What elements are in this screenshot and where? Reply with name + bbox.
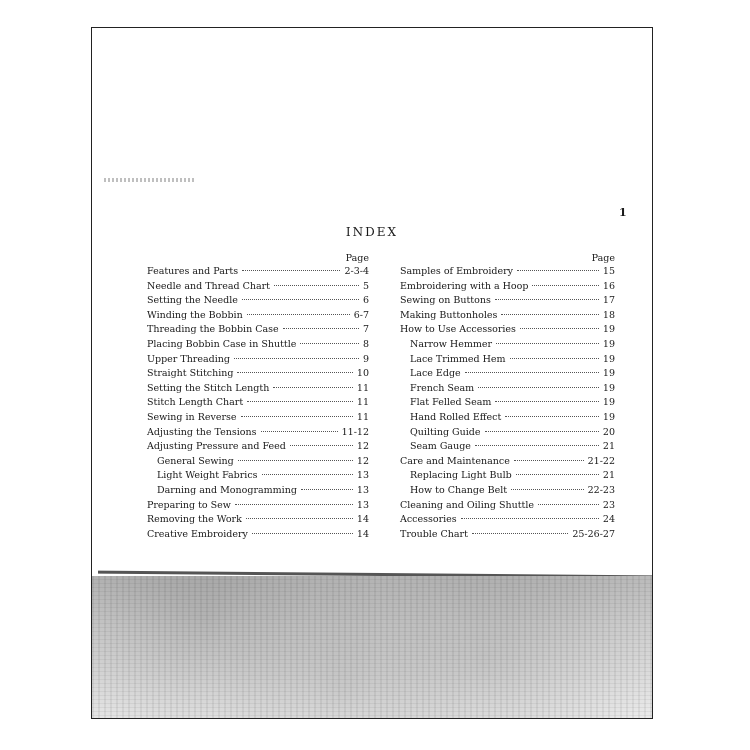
index-entry-page: 19: [602, 382, 615, 394]
dot-leader: [520, 328, 599, 329]
dot-leader: [262, 474, 353, 475]
dot-leader: [300, 343, 359, 344]
index-entry: [147, 367, 369, 382]
index-entry: [400, 499, 615, 514]
index-entry: [400, 484, 615, 499]
index-entry-page: 11: [356, 397, 369, 409]
index-entry-page: 6-7: [353, 309, 369, 321]
index-entry-page: 21: [602, 470, 615, 482]
index-entry-title: Adjusting the Tensions: [147, 426, 257, 438]
index-entry-page: 21: [602, 441, 615, 453]
index-entry-title: Threading the Bobbin Case: [147, 324, 279, 336]
dot-leader: [242, 299, 359, 300]
dot-leader: [538, 504, 599, 505]
index-entry-page: 12: [356, 441, 369, 453]
index-entry-title: Light Weight Fabrics: [157, 470, 258, 482]
index-entry-page: 2-3-4: [344, 266, 369, 277]
index-entry-page: 19: [602, 397, 615, 409]
dot-leader: [472, 533, 568, 534]
page-column-header: Page: [591, 253, 615, 264]
dot-leader: [273, 387, 353, 388]
dot-leader: [461, 518, 599, 519]
dot-leader: [283, 328, 359, 329]
dot-leader: [516, 474, 599, 475]
index-entry-title: Making Buttonholes: [400, 309, 498, 321]
index-entry: [147, 440, 369, 455]
index-entry-page: 14: [356, 528, 369, 540]
index-entry: [400, 338, 615, 353]
index-entry-page: 12: [356, 455, 369, 467]
index-entry-title: Preparing to Sew: [147, 499, 231, 511]
index-entry-title: Narrow Hemmer: [410, 338, 493, 350]
index-entry: [147, 499, 369, 514]
index-entry-title: Needle and Thread Chart: [147, 280, 270, 292]
index-entry: [147, 309, 369, 324]
index-entry-title: Samples of Embroidery: [400, 266, 514, 277]
dot-leader: [514, 460, 584, 461]
index-entry-page: 9: [362, 353, 369, 365]
index-entry: [147, 323, 369, 338]
dot-leader: [235, 504, 353, 505]
index-entry-page: 19: [602, 338, 615, 350]
index-entry-page: 13: [356, 499, 369, 511]
index-entry-title: Care and Maintenance: [400, 455, 510, 467]
index-left-column: [147, 252, 369, 542]
index-entry-title: Creative Embroidery: [147, 528, 248, 540]
dot-leader: [517, 270, 599, 271]
dot-leader: [238, 460, 353, 461]
dot-leader: [505, 416, 599, 417]
index-entry-title: Setting the Needle: [147, 295, 238, 307]
index-entry-title: Quilting Guide: [410, 426, 481, 438]
index-entry-page: 19: [602, 368, 615, 380]
index-entry: [147, 528, 369, 543]
index-entry-title: Placing Bobbin Case in Shuttle: [147, 338, 297, 350]
index-entry: [400, 280, 615, 295]
index-entry-title: Flat Felled Seam: [410, 397, 492, 409]
dot-leader: [475, 445, 599, 446]
index-entry: [400, 309, 615, 324]
dot-leader: [485, 431, 599, 432]
scan-shadow-area: [92, 576, 652, 719]
index-entry: [147, 280, 369, 295]
index-entry: [400, 396, 615, 411]
dot-leader: [510, 358, 599, 359]
page-number: 1: [619, 206, 627, 219]
index-entry: [147, 265, 369, 280]
scan-smudge: [104, 178, 194, 182]
index-entry-page: 19: [602, 353, 615, 365]
index-entry-title: Setting the Stitch Length: [147, 382, 270, 394]
index-entry-title: Embroidering with a Hoop: [400, 280, 529, 292]
index-entry-title: Winding the Bobbin: [147, 309, 243, 321]
dot-leader: [247, 401, 353, 402]
page-column-header: Page: [345, 253, 369, 264]
index-entry: [400, 513, 615, 528]
dot-leader: [465, 372, 599, 373]
index-entry: [147, 513, 369, 528]
dot-leader: [532, 285, 598, 286]
index-entry-page: 7: [362, 324, 369, 336]
index-entry-list: [147, 265, 369, 542]
index-entry-title: Cleaning and Oiling Shuttle: [400, 499, 535, 511]
dot-leader: [290, 445, 353, 446]
index-entry-page: 16: [602, 280, 615, 292]
index-entry-title: Adjusting Pressure and Feed: [147, 441, 286, 453]
dot-leader: [501, 314, 599, 315]
index-entry-page: 15: [602, 266, 615, 277]
dot-leader: [274, 285, 359, 286]
index-entry-list: [400, 265, 615, 542]
index-entry-page: 8: [362, 338, 369, 350]
index-entry-page: 10: [356, 368, 369, 380]
index-entry-page: 14: [356, 514, 369, 526]
index-entry-page: 6: [362, 295, 369, 307]
index-entry-page: 11-12: [341, 426, 369, 438]
index-entry: [400, 265, 615, 280]
index-entry-page: 21-22: [587, 455, 615, 467]
index-entry: [400, 367, 615, 382]
index-entry: [400, 353, 615, 368]
index-entry: [147, 484, 369, 499]
index-entry: [400, 294, 615, 309]
dot-leader: [511, 489, 584, 490]
index-entry: [400, 440, 615, 455]
index-entry-title: How to Change Belt: [410, 484, 508, 496]
index-entry-title: Straight Stitching: [147, 368, 234, 380]
index-entry: [400, 455, 615, 470]
index-entry-title: Accessories: [400, 514, 457, 526]
index-entry-page: 19: [602, 411, 615, 423]
dot-leader: [495, 401, 598, 402]
index-entry: [147, 353, 369, 368]
index-entry-page: 23: [602, 499, 615, 511]
index-entry: [147, 382, 369, 397]
index-entry-title: Sewing on Buttons: [400, 295, 491, 307]
index-entry-title: General Sewing: [157, 455, 234, 467]
dot-leader: [261, 431, 338, 432]
dot-leader: [496, 343, 599, 344]
index-entry: [400, 469, 615, 484]
index-entry-title: Hand Rolled Effect: [410, 411, 502, 423]
index-entry: [400, 323, 615, 338]
dot-leader: [252, 533, 353, 534]
dot-leader: [301, 489, 353, 490]
index-entry-title: French Seam: [410, 382, 475, 394]
index-entry-page: 13: [356, 470, 369, 482]
index-entry-title: Trouble Chart: [400, 528, 468, 540]
index-entry-title: Seam Gauge: [410, 441, 471, 453]
index-entry-title: Removing the Work: [147, 514, 242, 526]
index-title: INDEX: [345, 225, 399, 239]
index-entry-title: Stitch Length Chart: [147, 397, 244, 409]
dot-leader: [234, 358, 359, 359]
index-entry-page: 24: [602, 514, 615, 526]
dot-leader: [495, 299, 599, 300]
index-entry: [147, 294, 369, 309]
dot-leader: [242, 270, 340, 271]
document-page: [91, 27, 653, 719]
index-entry-page: 20: [602, 426, 615, 438]
index-entry-page: 22-23: [587, 484, 615, 496]
index-entry: [400, 528, 615, 543]
dot-leader: [247, 314, 350, 315]
dot-leader: [237, 372, 352, 373]
index-entry-page: 5: [362, 280, 369, 292]
index-entry-title: Darning and Monogramming: [157, 484, 297, 496]
index-entry: [147, 338, 369, 353]
index-entry-page: 11: [356, 411, 369, 423]
index-entry-page: 19: [602, 324, 615, 336]
index-entry-title: Sewing in Reverse: [147, 411, 237, 423]
dot-leader: [241, 416, 353, 417]
index-entry-title: Upper Threading: [147, 353, 230, 365]
index-entry: [400, 426, 615, 441]
index-entry-page: 18: [602, 309, 615, 321]
index-entry-title: Lace Trimmed Hem: [410, 353, 506, 365]
index-entry: [147, 411, 369, 426]
index-entry: [400, 411, 615, 426]
dot-leader: [478, 387, 599, 388]
index-entry-title: How to Use Accessories: [400, 324, 516, 336]
index-entry: [147, 469, 369, 484]
index-entry-title: Replacing Light Bulb: [410, 470, 512, 482]
index-entry-page: 13: [356, 484, 369, 496]
index-entry-title: Features and Parts: [147, 266, 239, 277]
index-entry-title: Lace Edge: [410, 368, 461, 380]
index-entry: [400, 382, 615, 397]
index-entry-page: 17: [602, 295, 615, 307]
index-entry: [147, 455, 369, 470]
dot-leader: [246, 518, 353, 519]
index-entry-page: 25-26-27: [572, 528, 615, 540]
index-entry: [147, 426, 369, 441]
index-entry: [147, 396, 369, 411]
index-right-column: [400, 252, 615, 542]
index-entry-page: 11: [356, 382, 369, 394]
